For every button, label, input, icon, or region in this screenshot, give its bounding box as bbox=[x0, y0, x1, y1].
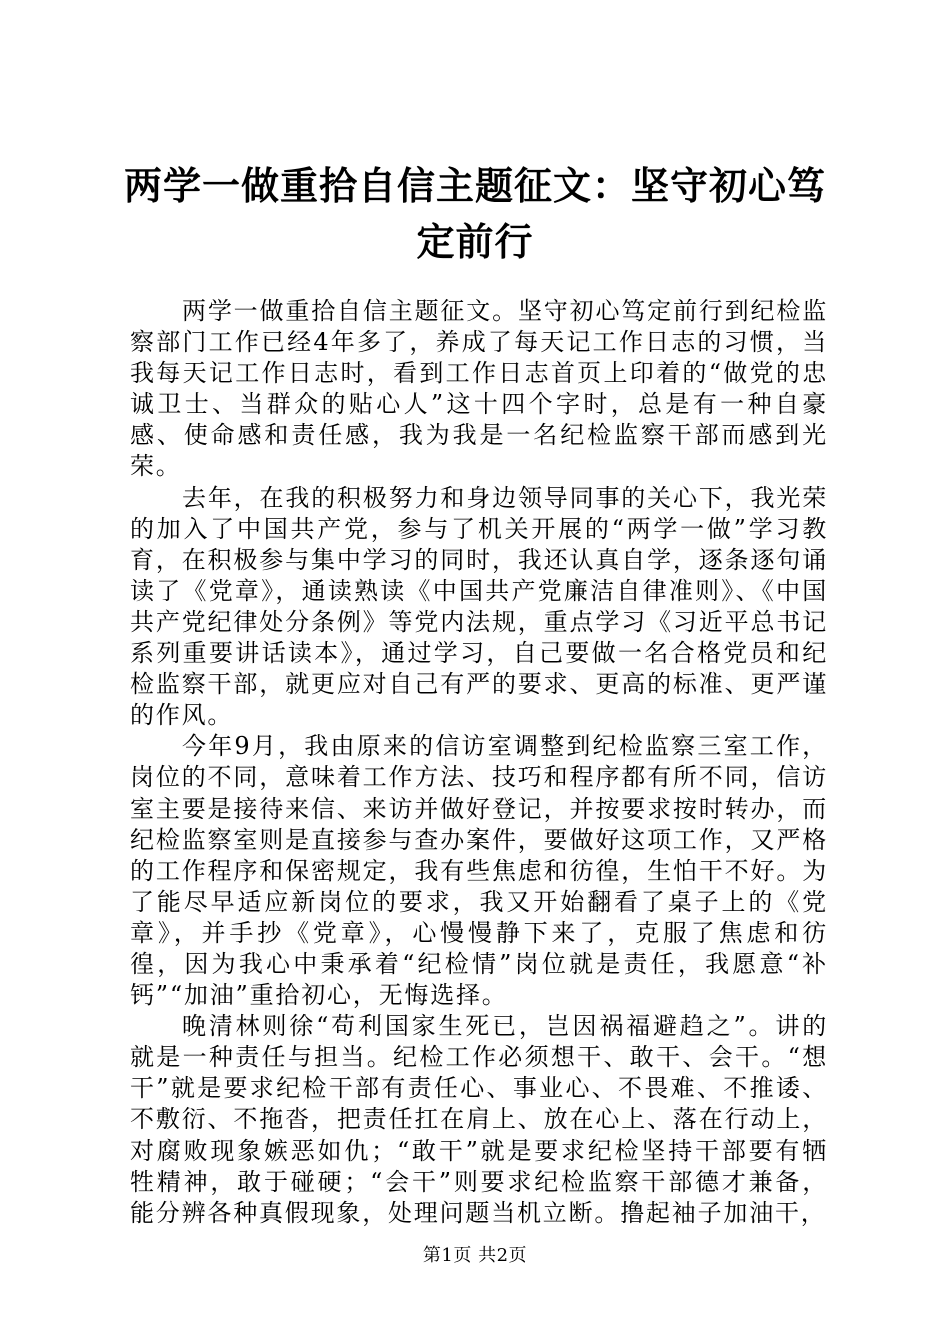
paragraph: 两学一做重拾自信主题征文。坚守初心笃定前行到纪检监察部门工作已经4年多了，养成了每天记工作日志的习惯，当我每天记工作日志时，看到工作日志首页上印着的“做党的忠诚卫士、当群众的贴心人”这十四个字时，总是有一种自豪感、使命感和责任感，我为我是一名纪检监察干部而感到光荣。 bbox=[130, 297, 828, 481]
paragraph: 去年，在我的积极努力和身边领导同事的关心下，我光荣的加入了中国共产党，参与了机关开展的“两学一做”学习教育，在积极参与集中学习的同时，我还认真自学，逐条逐句诵读了《党章》，通读熟读《中国共产党廉洁自律准则》、《中国共产党纪律处分条例》等党内法规，重点学习《习近平总书记系列重要讲话读本》，通过学习，自己要做一名合格党员和纪检监察干部，就更应对自己有严的要求、更高的标准、更严谨的作风。 bbox=[130, 483, 828, 730]
document-title: 两学一做重拾自信主题征文：坚守初心笃定前行 bbox=[123, 163, 826, 264]
paragraph: 晚清林则徐“苟利国家生死已，岂因祸福避趋之”。讲的就是一种责任与担当。纪检工作必须想干、敢干、会干。“想干”就是要求纪检干部有责任心、事业心、不畏难、不推诿、不敷衍、不拖沓，把责任扛在肩上、放在心上、落在行动上，对腐败现象嫉恶如仇；“敢干”就是要求纪检坚持干部要有牺牲精神，敢于碰硬；“会干”则要求纪检监察干部德才兼备，能分辨各种真假现象，处理问题当机立断。撸起袖子加油干， bbox=[130, 1012, 828, 1227]
page-footer: 第1页 共2页 bbox=[422, 1245, 528, 1266]
paragraph: 今年9月，我由原来的信访室调整到纪检监察三室工作，岗位的不同，意味着工作方法、技巧和程序都有所不同，信访室主要是接待来信、来访并做好登记，并按要求按时转办，而纪检监察室则是直接参与查办案件，要做好这项工作，又严格的工作程序和保密规定，我有些焦虑和彷徨，生怕干不好。为了能尽早适应新岗位的要求，我又开始翻看了桌子上的《党章》，并手抄《党章》，心慢慢静下来了，克服了焦虑和彷徨，因为我心中秉承着“纪检情”岗位就是责任，我愿意“补钙”“加油”重拾初心，无悔选择。 bbox=[130, 732, 828, 1010]
document-body bbox=[130, 296, 828, 1229]
